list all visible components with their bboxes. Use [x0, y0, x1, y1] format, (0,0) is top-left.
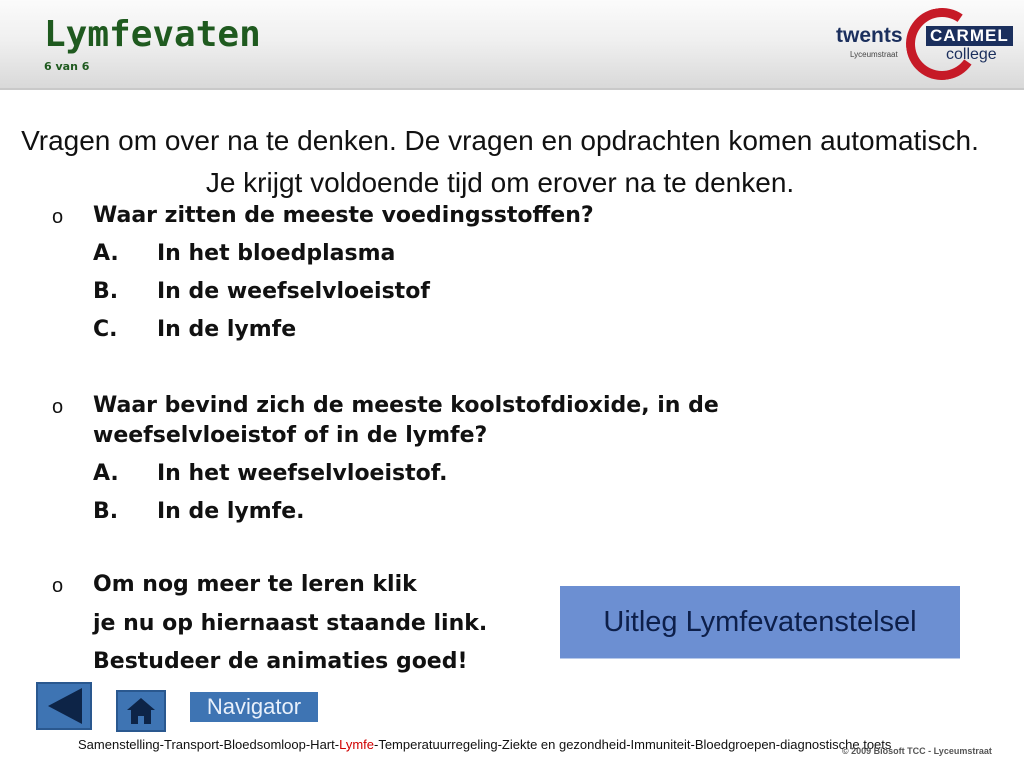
option-text: In de lymfe — [157, 317, 297, 342]
footer-links-after[interactable]: -Temperatuurregeling-Ziekte en gezondheid-Immuniteit-Bloedgroepen-diagnostische toets — [374, 737, 892, 752]
instruction-line-1: Om nog meer te leren klik — [93, 572, 417, 597]
option-text: In de weefselvloeistof — [157, 279, 430, 304]
option-text: In het weefselvloeistof. — [157, 461, 448, 486]
page-indicator: 6 van 6 — [44, 60, 90, 73]
logo-word-twents: twents — [836, 24, 903, 47]
instruction-line-3: Bestudeer de animaties goed! — [93, 649, 468, 674]
school-logo — [834, 8, 1010, 80]
home-icon — [118, 692, 164, 730]
logo-location: Lyceumstraat — [850, 50, 898, 59]
footer-navigation — [78, 737, 891, 752]
option-text: In de lymfe. — [157, 499, 305, 524]
footer-links-before[interactable]: Samenstelling-Transport-Bloedsomloop-Hart- — [78, 737, 340, 752]
option-letter: A. — [93, 241, 119, 266]
footer-current-topic[interactable]: Lymfe — [339, 737, 374, 752]
bullet-marker: o — [52, 575, 64, 597]
slide-header — [0, 0, 1024, 90]
option-letter: B. — [93, 499, 119, 524]
bullet-marker: o — [52, 206, 64, 228]
bullet-marker: o — [52, 396, 64, 418]
option-letter: B. — [93, 279, 119, 304]
logo-word-carmel: CARMEL — [926, 26, 1013, 46]
question-2-line-1: Waar bevind zich de meeste koolstofdioxide, in de — [93, 393, 719, 418]
logo-word-college: college — [946, 46, 997, 63]
home-button[interactable] — [116, 690, 166, 732]
explanation-link-button[interactable]: Uitleg Lymfevatenstelsel — [560, 586, 960, 659]
copyright-text: © 2009 Biosoft TCC - Lyceumstraat — [842, 746, 992, 756]
option-letter: A. — [93, 461, 119, 486]
back-button[interactable] — [36, 682, 92, 730]
question-1: Waar zitten de meeste voedingsstoffen? — [93, 203, 594, 228]
option-letter: C. — [93, 317, 118, 342]
option-text: In het bloedplasma — [157, 241, 396, 266]
question-2-line-2: weefselvloeistof of in de lymfe? — [93, 423, 488, 448]
intro-text: Vragen om over na te denken. De vragen en opdrachten komen automatisch. Je krijgt voldoende tijd om erover na te denken. — [21, 125, 979, 198]
page-title: Lymfevaten — [44, 14, 261, 55]
navigator-button[interactable]: Navigator — [190, 692, 318, 722]
back-triangle-icon — [38, 684, 90, 728]
instruction-line-2: je nu op hiernaast staande link. — [93, 611, 488, 636]
